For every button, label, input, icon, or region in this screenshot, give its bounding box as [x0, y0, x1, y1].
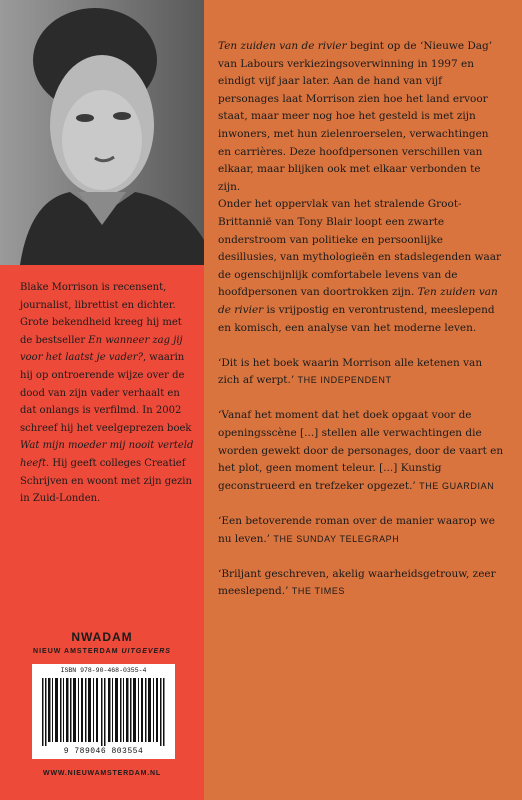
- blurb-paragraph-1: [218, 38, 504, 196]
- blurb-text-2b: is vrijpostig en verontrustend, meeslepend en komisch, een analyse van het moderne leven.: [218, 303, 495, 334]
- bio-text-3: . Hij geeft colleges Creatief Schrijven en woont met zijn gezin in Zuid-Londen.: [20, 457, 192, 505]
- quote-text: ‘Een betoverende roman over de manier waarop we nu leven.’: [218, 515, 495, 545]
- publisher-name: [0, 648, 204, 655]
- review-quote: [218, 407, 504, 495]
- publisher-url: WWW.NIEUWAMSTERDAM.NL: [43, 770, 161, 777]
- author-portrait-image: [0, 0, 204, 265]
- quote-source: THE SUNDAY TELEGRAPH: [273, 533, 400, 544]
- review-quote: [218, 513, 504, 548]
- author-photo: [0, 0, 204, 265]
- bio-text-1: Blake Morrison is recensent, journalist, librettist en dichter. Grote bekendheid kreeg hij met de bestseller: [20, 282, 182, 346]
- quote-text: ‘Briljant geschreven, akelig waarheidsgetrouw, zeer meeslepend.’: [218, 567, 496, 598]
- quote-source: THE GUARDIAN: [419, 480, 495, 491]
- review-quote: [218, 566, 504, 601]
- quote-text: ‘Dit is het boek waarin Morrison alle ketenen van zich af werpt.’: [218, 356, 483, 387]
- review-quote: [218, 355, 504, 390]
- blurb-text-1: begint op de ‘Nieuwe Dag’ van Labours verkiezingsoverwinning in 1997 en eindigt vijf jaar later. Aan de hand van vijf personages laat Morrison zien hoe het land ervoor staat, maar meer nog hoe het gesteld is met zijn inwoners, met hun zielenroerselen, verwachtingen en carrières. Deze hoofdpersonen verschillen van elkaar, maar blijken ook met elkaar verbonden te zijn.: [218, 40, 493, 193]
- barcode: [32, 664, 175, 759]
- ean-number: 9 789046 803554: [63, 747, 144, 756]
- isbn-number: ISBN 978-90-468-0355-4: [60, 667, 147, 674]
- author-bio: [20, 279, 196, 508]
- bio-book-title-2: Wat mijn moeder mij nooit verteld heeft: [20, 440, 194, 469]
- blurb-book-title-1: Ten zuiden van de rivier: [218, 40, 347, 52]
- barcode-bars: [42, 678, 165, 746]
- blurb-paragraph-2: [218, 196, 504, 337]
- blurb-column: [218, 38, 504, 601]
- left-panel: [0, 0, 204, 800]
- publisher-logo: NWADAM: [71, 630, 133, 644]
- quote-text: ‘Vanaf het moment dat het doek opgaat voor de openingsscène [...] stellen alle verwachtingen die worden gewekt door de personages, door de vaart en het plot, geen moment teleur. [...] Kunstig geconstrueerd en trefzeker opgezet.’: [218, 409, 504, 492]
- publisher-name-italic: UITGEVERS: [121, 648, 171, 655]
- blurb-book-title-2: Ten zuiden van de rivier: [218, 286, 498, 316]
- blurb-text-2a: Onder het oppervlak van het stralende Groot-Brittannië van Tony Blair loopt een zwarte onderstroom van politieke en persoonlijke desillusies, van mythologieën en stadslegenden waar de ogenschijnlijk comfortabele levens van de hoofdpersonen van doortrokken zijn.: [218, 198, 502, 299]
- bio-text-2: , waarin hij op ontroerende wijze over de dood van zijn vader verhaalt en dat onlangs is verfilmd. In 2002 schreef hij het veelgeprezen boek: [20, 352, 192, 434]
- publisher-name-main: NIEUW AMSTERDAM: [33, 648, 122, 655]
- bio-book-title-1: En wanneer zag jij voor het laatst je vader?: [20, 334, 183, 364]
- quote-source: THE INDEPENDENT: [297, 375, 392, 386]
- quote-source: THE TIMES: [291, 586, 346, 597]
